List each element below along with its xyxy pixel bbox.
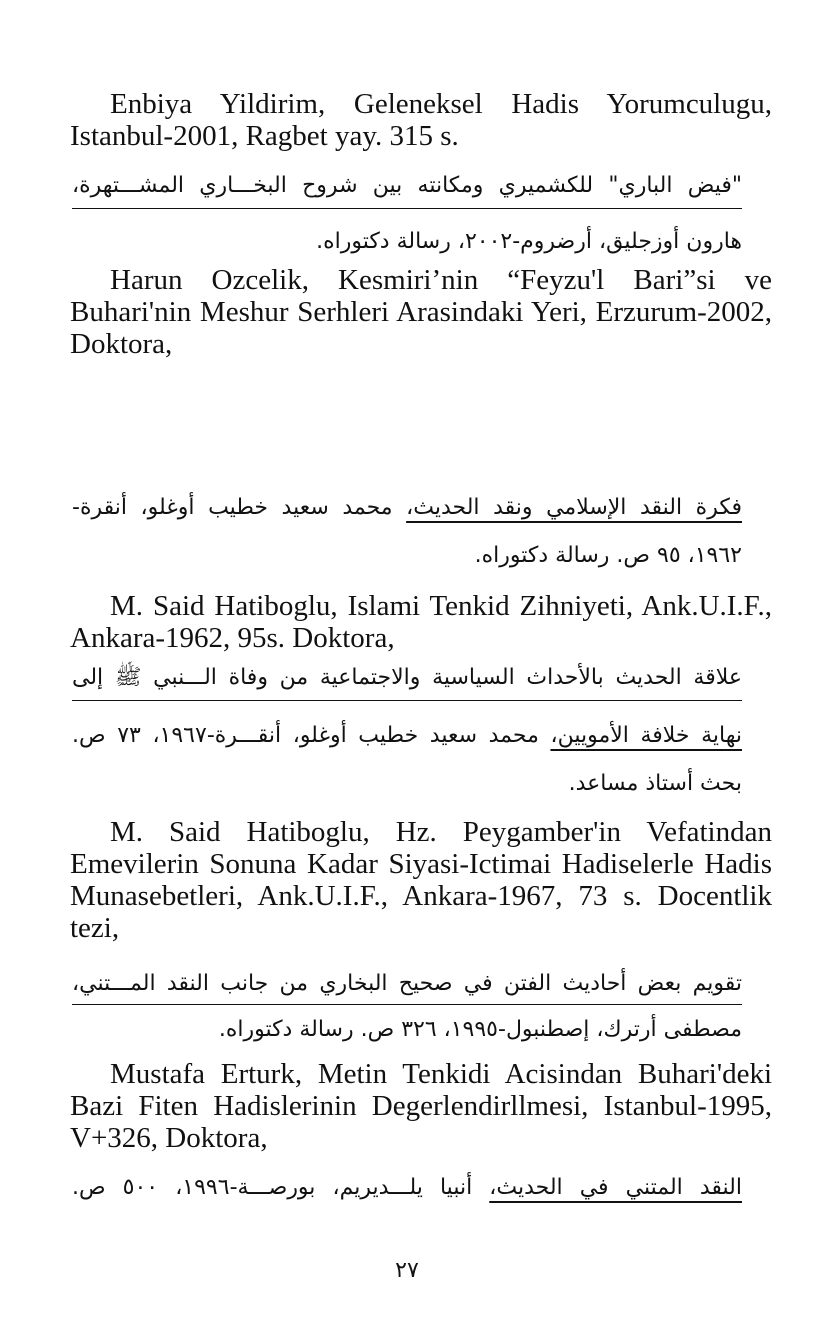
entry-arabic-author-hatiboglu-1962: ١٩٦٢، ٩٥ ص. رسالة دكتوراه. <box>474 543 742 568</box>
entry-arabic-title-alaqat-cont <box>72 718 742 754</box>
underline-rule <box>72 1004 742 1005</box>
underline-rule <box>72 700 742 701</box>
entry-arabic-title-feyz: "فيض الباري" للكشميري ومكانته بين شروح البخـــاري المشـــتهرة، <box>72 173 742 198</box>
entry-arabic-note-assistant: بحث أستاذ مساعد. <box>568 771 742 796</box>
entry-latin-erturk: Mustafa Erturk, Metin Tenkidi Acisindan Buhari'deki Bazi Fiten Hadislerinin Degerlendirllmesi, Istanbul-1995, V+326, Doktora, <box>70 1058 772 1154</box>
entry-arabic-author-erturk: مصطفى أرترك، إصطنبول-١٩٩٥، ٣٢٦ ص. رسالة دكتوراه. <box>218 1017 742 1042</box>
arabic-title-rest: أنبيا يلـــديريم، بورصـــة-١٩٩٦، ٥٠٠ ص. <box>72 1175 490 1200</box>
underline-rule <box>72 208 742 209</box>
arabic-title-rest: محمد سعيد خطيب أوغلو، أنقرة- <box>72 495 407 520</box>
entry-latin-hatiboglu-1967: M. Said Hatiboglu, Hz. Peygamber'in Vefatindan Emevilerin Sonuna Kadar Siyasi-Ictimai Hadiselerle Hadis Munasebetleri, Ank.U.I.F., Ankara-1967, 73 s. Docentlik tezi, <box>70 816 772 944</box>
entry-arabic-title-naqd-matni <box>72 1170 742 1206</box>
arabic-title-underlined: النقد المتني في الحديث، <box>489 1175 742 1200</box>
arabic-title-underlined: فكرة النقد الإسلامي ونقد الحديث، <box>406 495 743 520</box>
entry-latin-hatiboglu-1962: M. Said Hatiboglu, Islami Tenkid Zihniyeti, Ank.U.I.F., Ankara-1962, 95s. Doktora, <box>70 590 772 654</box>
entry-arabic-title-fikrat <box>72 490 742 526</box>
entry-arabic-title-alaqat: علاقة الحديث بالأحداث السياسية والاجتماعية من وفاة الـــنبي ﷺ إلى <box>72 665 742 690</box>
page-number: ٢٧ <box>395 1258 419 1283</box>
entry-latin-yildirim: Enbiya Yildirim, Geleneksel Hadis Yorumculugu, Istanbul-2001, Ragbet yay. 315 s. <box>70 88 772 152</box>
entry-arabic-author-ozcelik: هارون أوزجليق، أرضروم-٢٠٠٢، رسالة دكتوراه. <box>316 229 742 254</box>
arabic-title-underlined: نهاية خلافة الأمويين، <box>550 723 743 748</box>
entry-latin-ozcelik: Harun Ozcelik, Kesmiri’nin “Feyzu'l Bari”si ve Buhari'nin Meshur Serhleri Arasindaki Yeri, Erzurum-2002, Doktora, <box>70 264 772 360</box>
entry-arabic-title-taqwim: تقويم بعض أحاديث الفتن في صحيح البخاري من جانب النقد المـــتني، <box>72 971 742 996</box>
arabic-title-rest: محمد سعيد خطيب أوغلو، أنقـــرة-١٩٦٧، ٧٣ ص. <box>72 723 551 748</box>
